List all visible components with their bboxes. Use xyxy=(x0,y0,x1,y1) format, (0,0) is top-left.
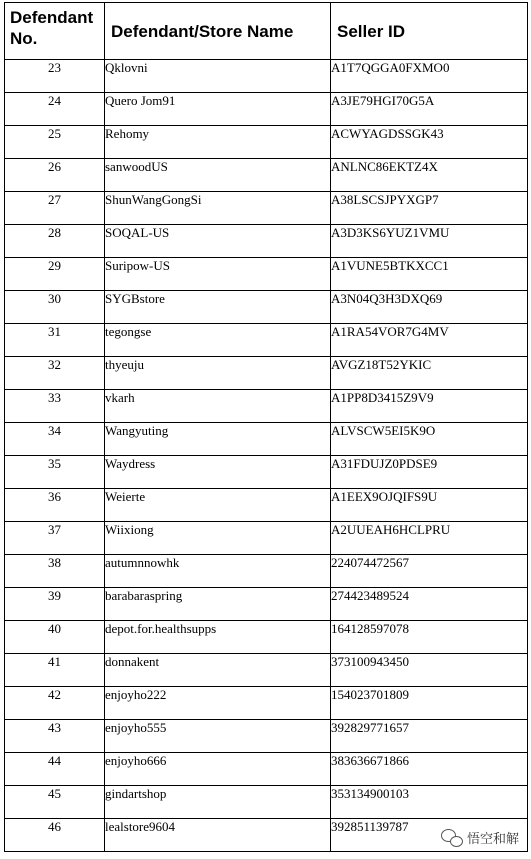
store-name-cell: enjoyho555 xyxy=(105,720,331,753)
seller-id-cell: A38LSCSJPYXGP7 xyxy=(331,192,528,225)
store-name-cell: lealstore9604 xyxy=(105,819,331,852)
seller-id-cell: 154023701809 xyxy=(331,687,528,720)
table-row xyxy=(5,555,528,588)
table-row xyxy=(5,93,528,126)
seller-id-cell: A1T7QGGA0FXMO0 xyxy=(331,60,528,93)
store-name-cell: Qklovni xyxy=(105,60,331,93)
seller-id-cell: AVGZ18T52YKIC xyxy=(331,357,528,390)
header-defendant-no: Defendant No. xyxy=(5,3,105,60)
store-name-cell: Weierte xyxy=(105,489,331,522)
store-name-cell: SOQAL-US xyxy=(105,225,331,258)
seller-id-cell: A1PP8D3415Z9V9 xyxy=(331,390,528,423)
store-name-cell: Wiixiong xyxy=(105,522,331,555)
table-row xyxy=(5,357,528,390)
store-name-cell: tegongse xyxy=(105,324,331,357)
store-name-cell: barabaraspring xyxy=(105,588,331,621)
defendant-no-cell: 43 xyxy=(5,720,105,753)
table-row xyxy=(5,60,528,93)
defendant-no-cell: 42 xyxy=(5,687,105,720)
seller-id-cell: 353134900103 xyxy=(331,786,528,819)
table-row xyxy=(5,291,528,324)
table-row xyxy=(5,588,528,621)
store-name-cell: autumnnowhk xyxy=(105,555,331,588)
defendant-no-cell: 45 xyxy=(5,786,105,819)
defendant-no-cell: 39 xyxy=(5,588,105,621)
watermark xyxy=(441,828,519,847)
table-row xyxy=(5,390,528,423)
seller-id-cell: A1VUNE5BTKXCC1 xyxy=(331,258,528,291)
defendant-no-cell: 26 xyxy=(5,159,105,192)
seller-id-cell: 383636671866 xyxy=(331,753,528,786)
defendant-no-cell: 34 xyxy=(5,423,105,456)
table-body xyxy=(5,60,528,852)
table-row xyxy=(5,522,528,555)
table-row xyxy=(5,654,528,687)
table-row xyxy=(5,621,528,654)
table-row xyxy=(5,456,528,489)
defendant-no-cell: 28 xyxy=(5,225,105,258)
seller-id-cell: A3N04Q3H3DXQ69 xyxy=(331,291,528,324)
header-store-name: Defendant/Store Name xyxy=(105,3,331,60)
seller-id-cell: 392851139787 xyxy=(331,819,528,852)
table-row xyxy=(5,324,528,357)
store-name-cell: enjoyho222 xyxy=(105,687,331,720)
store-name-cell: sanwoodUS xyxy=(105,159,331,192)
seller-id-cell: A3D3KS6YUZ1VMU xyxy=(331,225,528,258)
store-name-cell: SYGBstore xyxy=(105,291,331,324)
table-row xyxy=(5,192,528,225)
defendant-no-cell: 44 xyxy=(5,753,105,786)
store-name-cell: gindartshop xyxy=(105,786,331,819)
defendant-table xyxy=(4,2,528,852)
defendant-no-cell: 29 xyxy=(5,258,105,291)
defendant-no-cell: 30 xyxy=(5,291,105,324)
table-row xyxy=(5,225,528,258)
table-row xyxy=(5,786,528,819)
seller-id-cell: A3JE79HGI70G5A xyxy=(331,93,528,126)
defendant-no-cell: 32 xyxy=(5,357,105,390)
store-name-cell: vkarh xyxy=(105,390,331,423)
table-header-row xyxy=(5,3,528,60)
store-name-cell: donnakent xyxy=(105,654,331,687)
store-name-cell: enjoyho666 xyxy=(105,753,331,786)
defendant-no-cell: 25 xyxy=(5,126,105,159)
watermark-text: 悟空和解 xyxy=(466,832,519,847)
table-row xyxy=(5,258,528,291)
seller-id-cell: ACWYAGDSSGK43 xyxy=(331,126,528,159)
seller-id-cell: A1EEX9OJQIFS9U xyxy=(331,489,528,522)
seller-id-cell: 274423489524 xyxy=(331,588,528,621)
seller-id-cell: ANLNC86EKTZ4X xyxy=(331,159,528,192)
defendant-no-cell: 38 xyxy=(5,555,105,588)
table-row xyxy=(5,489,528,522)
table-row xyxy=(5,720,528,753)
chat-bubbles-icon xyxy=(441,829,463,847)
store-name-cell: depot.for.healthsupps xyxy=(105,621,331,654)
defendant-no-cell: 41 xyxy=(5,654,105,687)
store-name-cell: Rehomy xyxy=(105,126,331,159)
store-name-cell: Waydress xyxy=(105,456,331,489)
defendant-no-cell: 33 xyxy=(5,390,105,423)
seller-id-cell: 373100943450 xyxy=(331,654,528,687)
defendant-no-cell: 36 xyxy=(5,489,105,522)
seller-id-cell: A1RA54VOR7G4MV xyxy=(331,324,528,357)
store-name-cell: Suripow-US xyxy=(105,258,331,291)
store-name-cell: ShunWangGongSi xyxy=(105,192,331,225)
seller-id-cell: 164128597078 xyxy=(331,621,528,654)
defendant-no-cell: 23 xyxy=(5,60,105,93)
seller-id-cell: 224074472567 xyxy=(331,555,528,588)
defendant-no-cell: 31 xyxy=(5,324,105,357)
seller-id-cell: A2UUEAH6HCLPRU xyxy=(331,522,528,555)
store-name-cell: thyeuju xyxy=(105,357,331,390)
table-row xyxy=(5,423,528,456)
defendant-no-cell: 24 xyxy=(5,93,105,126)
table-row xyxy=(5,159,528,192)
header-seller-id: Seller ID xyxy=(331,3,528,60)
table-row xyxy=(5,753,528,786)
defendant-no-cell: 35 xyxy=(5,456,105,489)
table-row xyxy=(5,126,528,159)
store-name-cell: Quero Jom91 xyxy=(105,93,331,126)
seller-id-cell: ALVSCW5EI5K9O xyxy=(331,423,528,456)
defendant-no-cell: 37 xyxy=(5,522,105,555)
table-row xyxy=(5,687,528,720)
seller-id-cell: 392829771657 xyxy=(331,720,528,753)
store-name-cell: Wangyuting xyxy=(105,423,331,456)
defendant-no-cell: 46 xyxy=(5,819,105,852)
seller-id-cell: A31FDUJZ0PDSE9 xyxy=(331,456,528,489)
defendant-no-cell: 40 xyxy=(5,621,105,654)
defendant-no-cell: 27 xyxy=(5,192,105,225)
